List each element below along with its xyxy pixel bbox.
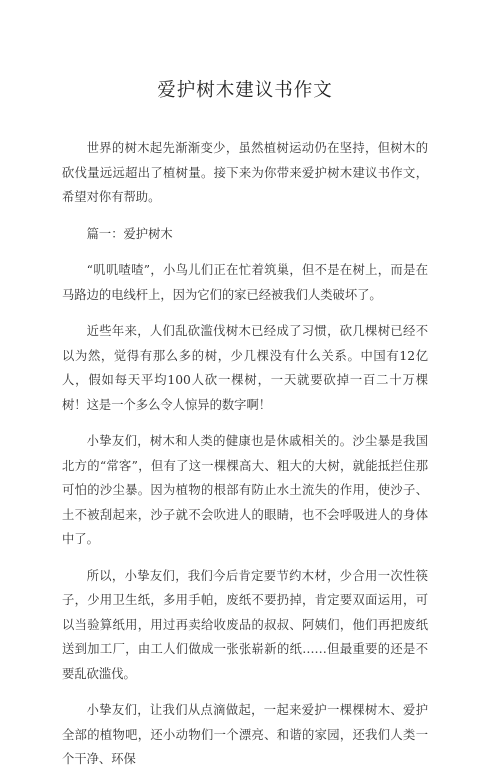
- body-paragraph: 近些年来，人们乱砍滥伐树木已经成了习惯，砍几棵树已经不以为然，觉得有那么多的树，少几棵没有什么关系。中国有12亿人，假如每天平均100人砍一棵树，一天就要砍掉一百二十万棵树！这是一个多么令人惊异的数字啊！: [62, 324, 428, 412]
- section-heading: 篇一：爱护树木: [86, 226, 173, 241]
- document-title: 爱护树木建议书作文: [157, 80, 333, 101]
- body-paragraph: 小挚友们，树木和人类的健康也是休戚相关的。沙尘暴是我国北方的“常客”，但有了这一棵棵高大、粗大的大树，就能抵拦住那可怕的沙尘暴。因为植物的根部有防止水土流失的作用，使沙子、土不被刮起来，沙子就不会吹进人的眼睛，也不会呼吸进人的身体中了。: [62, 434, 428, 546]
- intro-paragraph: 世界的树木起先渐渐变少，虽然植树运动仍在坚持，但树木的砍伐量远远超出了植树量。接下来为你带来爱护树木建议书作文，希望对你有帮助。: [62, 141, 428, 204]
- body-paragraph: 小挚友们，让我们从点滴做起，一起来爱护一棵棵树木、爱护全部的植物吧，还小动物们一个漂亮、和谐的家园，还我们人类一个干净、环保: [62, 703, 428, 766]
- body-paragraph: 所以，小挚友们，我们今后肯定要节约木材，少合用一次性筷子，少用卫生纸，多用手帕，废纸不要扔掉，肯定要双面运用，可以当验算纸用，用过再卖给收废品的叔叔、阿姨们，他们再把废纸送到加工厂，由工人们做成一张张崭新的纸……但最重要的还是不要乱砍滥伐。: [62, 568, 428, 681]
- body-paragraph: “叽叽喳喳”，小鸟儿们正在忙着筑巢，但不是在树上，而是在马路边的电线杆上，因为它们的家已经被我们人类破坏了。: [62, 263, 428, 302]
